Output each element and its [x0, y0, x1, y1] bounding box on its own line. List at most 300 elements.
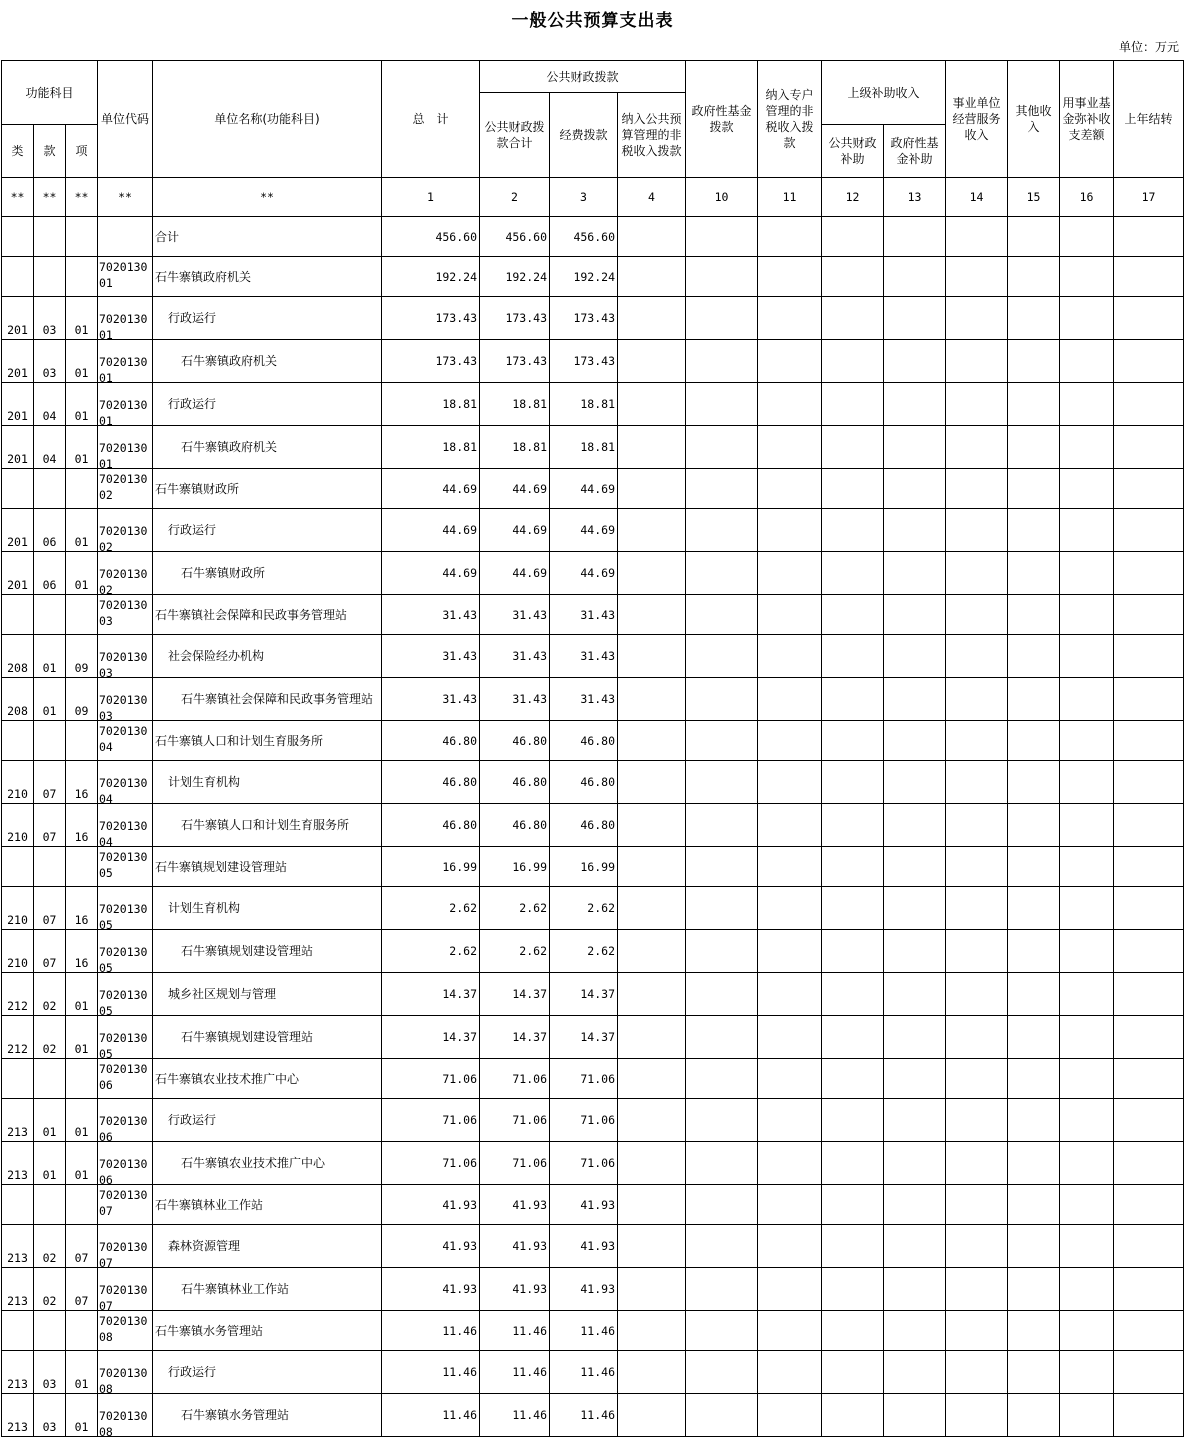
unit-name-cell: 石牛寨镇水务管理站: [153, 1311, 382, 1351]
public-fiscal-sum-cell: 44.69: [480, 509, 550, 552]
header-funds: 经费拨款: [550, 93, 618, 178]
cat-cell: [2, 257, 34, 297]
unit-name-cell: 石牛寨镇财政所: [153, 552, 382, 595]
unit-name-cell: 石牛寨镇规划建设管理站: [153, 1016, 382, 1059]
cat-cell: 213: [2, 1142, 34, 1185]
funds-cell: 11.46: [550, 1394, 618, 1437]
unit-name-cell: 行政运行: [153, 509, 382, 552]
empty-cell: [822, 217, 884, 257]
empty-cell: [1060, 973, 1114, 1016]
kuan-cell: 07: [34, 761, 66, 804]
empty-cell: [1060, 678, 1114, 721]
index-cell: **: [153, 178, 382, 217]
total-cell: 31.43: [382, 635, 480, 678]
total-cell: 41.93: [382, 1225, 480, 1268]
funds-cell: 46.80: [550, 804, 618, 847]
budget-table: [1, 60, 1184, 1437]
empty-cell: [884, 635, 946, 678]
unit-code: 702013006: [99, 1114, 148, 1141]
empty-cell: [884, 1185, 946, 1225]
empty-cell: [946, 469, 1008, 509]
xiang-cell: 09: [66, 678, 98, 721]
empty-cell: [758, 426, 822, 469]
empty-cell: [884, 217, 946, 257]
empty-cell: [884, 1351, 946, 1394]
kuan-cell: 04: [34, 383, 66, 426]
kuan-cell: 06: [34, 552, 66, 595]
empty-cell: [884, 1268, 946, 1311]
empty-cell: [884, 1059, 946, 1099]
header-sup-public: 公共财政补助: [822, 125, 884, 178]
empty-cell: [822, 1268, 884, 1311]
unit-code: 702013007: [99, 1283, 148, 1310]
unit-code-cell: [98, 1016, 153, 1059]
empty-cell: [1060, 1311, 1114, 1351]
empty-cell: [822, 1016, 884, 1059]
total-cell: 41.93: [382, 1268, 480, 1311]
empty-cell: [822, 1059, 884, 1099]
empty-cell: [884, 761, 946, 804]
empty-cell: [758, 509, 822, 552]
empty-cell: [758, 887, 822, 930]
empty-cell: [758, 383, 822, 426]
public-fiscal-sum-cell: 14.37: [480, 973, 550, 1016]
public-fiscal-sum-cell: 31.43: [480, 678, 550, 721]
unit-name-cell: 石牛寨镇人口和计划生育服务所: [153, 721, 382, 761]
empty-cell: [822, 426, 884, 469]
empty-cell: [618, 1142, 686, 1185]
cat-cell: 201: [2, 297, 34, 340]
unit-name-cell: 合计: [153, 217, 382, 257]
empty-cell: [1060, 1059, 1114, 1099]
total-cell: 11.46: [382, 1351, 480, 1394]
xiang-cell: 01: [66, 1142, 98, 1185]
table-row: [2, 761, 1184, 804]
empty-cell: [822, 340, 884, 383]
empty-cell: [1008, 340, 1060, 383]
empty-cell: [686, 635, 758, 678]
unit-name-cell: 行政运行: [153, 1099, 382, 1142]
empty-cell: [1114, 721, 1184, 761]
empty-cell: [618, 973, 686, 1016]
empty-cell: [618, 1185, 686, 1225]
empty-cell: [1060, 761, 1114, 804]
empty-cell: [822, 552, 884, 595]
empty-cell: [1060, 1099, 1114, 1142]
unit-code-cell: [98, 1185, 153, 1225]
empty-cell: [822, 383, 884, 426]
public-fiscal-sum-cell: 46.80: [480, 761, 550, 804]
funds-cell: 11.46: [550, 1311, 618, 1351]
xiang-cell: [66, 469, 98, 509]
empty-cell: [1060, 1016, 1114, 1059]
empty-cell: [758, 595, 822, 635]
funds-cell: 18.81: [550, 426, 618, 469]
empty-cell: [1114, 340, 1184, 383]
unit-code-cell: [98, 469, 153, 509]
cat-cell: 212: [2, 1016, 34, 1059]
xiang-cell: 01: [66, 973, 98, 1016]
empty-cell: [1114, 1351, 1184, 1394]
empty-cell: [686, 721, 758, 761]
kuan-cell: 03: [34, 340, 66, 383]
table-row: [2, 847, 1184, 887]
empty-cell: [1060, 383, 1114, 426]
empty-cell: [1008, 1311, 1060, 1351]
unit-code: 702013005: [99, 945, 148, 972]
header-total: 总 计: [382, 61, 480, 178]
empty-cell: [686, 469, 758, 509]
unit-code-cell: [98, 1059, 153, 1099]
empty-cell: [1060, 257, 1114, 297]
empty-cell: [618, 721, 686, 761]
kuan-cell: [34, 257, 66, 297]
unit-code-cell: [98, 930, 153, 973]
empty-cell: [758, 1142, 822, 1185]
empty-cell: [1114, 383, 1184, 426]
empty-cell: [884, 678, 946, 721]
empty-cell: [758, 1268, 822, 1311]
empty-cell: [1008, 552, 1060, 595]
funds-cell: 44.69: [550, 509, 618, 552]
empty-cell: [686, 1351, 758, 1394]
empty-cell: [686, 1394, 758, 1437]
xiang-cell: 07: [66, 1268, 98, 1311]
empty-cell: [758, 257, 822, 297]
cat-cell: [2, 721, 34, 761]
empty-cell: [822, 1311, 884, 1351]
empty-cell: [946, 721, 1008, 761]
empty-cell: [1060, 340, 1114, 383]
empty-cell: [822, 635, 884, 678]
empty-cell: [1008, 1394, 1060, 1437]
funds-cell: 18.81: [550, 383, 618, 426]
empty-cell: [618, 509, 686, 552]
empty-cell: [1008, 1142, 1060, 1185]
unit-code: 702013001: [99, 260, 148, 290]
empty-cell: [1060, 1185, 1114, 1225]
index-row: [2, 178, 1184, 217]
empty-cell: [884, 595, 946, 635]
empty-cell: [758, 1185, 822, 1225]
unit-code-cell: [98, 552, 153, 595]
kuan-cell: 03: [34, 1351, 66, 1394]
empty-cell: [1008, 1225, 1060, 1268]
empty-cell: [1114, 678, 1184, 721]
funds-cell: 44.69: [550, 469, 618, 509]
total-cell: 44.69: [382, 552, 480, 595]
table-row: [2, 426, 1184, 469]
public-fiscal-sum-cell: 71.06: [480, 1142, 550, 1185]
index-cell: **: [98, 178, 153, 217]
kuan-cell: 07: [34, 887, 66, 930]
cat-cell: [2, 1059, 34, 1099]
xiang-cell: 01: [66, 426, 98, 469]
empty-cell: [758, 804, 822, 847]
empty-cell: [946, 973, 1008, 1016]
kuan-cell: 02: [34, 973, 66, 1016]
empty-cell: [884, 509, 946, 552]
empty-cell: [1060, 887, 1114, 930]
empty-cell: [618, 426, 686, 469]
funds-cell: 11.46: [550, 1351, 618, 1394]
empty-cell: [822, 973, 884, 1016]
unit-name-cell: 石牛寨镇规划建设管理站: [153, 930, 382, 973]
total-cell: 192.24: [382, 257, 480, 297]
unit-name-cell: 石牛寨镇政府机关: [153, 257, 382, 297]
empty-cell: [686, 1311, 758, 1351]
public-fiscal-sum-cell: 41.93: [480, 1225, 550, 1268]
empty-cell: [946, 426, 1008, 469]
total-cell: 46.80: [382, 761, 480, 804]
unit-name-cell: 石牛寨镇农业技术推广中心: [153, 1142, 382, 1185]
public-fiscal-sum-cell: 71.06: [480, 1059, 550, 1099]
kuan-cell: 01: [34, 1099, 66, 1142]
empty-cell: [946, 217, 1008, 257]
table-row: [2, 297, 1184, 340]
empty-cell: [758, 930, 822, 973]
empty-cell: [822, 1394, 884, 1437]
table-row: [2, 1268, 1184, 1311]
empty-cell: [884, 930, 946, 973]
unit-name-cell: 森林资源管理: [153, 1225, 382, 1268]
empty-cell: [946, 297, 1008, 340]
index-cell: 2: [480, 178, 550, 217]
funds-cell: 44.69: [550, 552, 618, 595]
public-fiscal-sum-cell: 71.06: [480, 1099, 550, 1142]
public-fiscal-sum-cell: 31.43: [480, 595, 550, 635]
empty-cell: [946, 1351, 1008, 1394]
funds-cell: 71.06: [550, 1099, 618, 1142]
empty-cell: [618, 1268, 686, 1311]
empty-cell: [1060, 552, 1114, 595]
empty-cell: [884, 383, 946, 426]
unit-name-cell: 石牛寨镇农业技术推广中心: [153, 1059, 382, 1099]
unit-code-cell: [98, 297, 153, 340]
cat-cell: 213: [2, 1268, 34, 1311]
empty-cell: [686, 930, 758, 973]
xiang-cell: 16: [66, 804, 98, 847]
index-cell: 3: [550, 178, 618, 217]
unit-code-cell: [98, 1311, 153, 1351]
empty-cell: [758, 1311, 822, 1351]
empty-cell: [822, 297, 884, 340]
unit-name-cell: 石牛寨镇水务管理站: [153, 1394, 382, 1437]
empty-cell: [1060, 930, 1114, 973]
funds-cell: 14.37: [550, 973, 618, 1016]
empty-cell: [1114, 804, 1184, 847]
empty-cell: [1008, 847, 1060, 887]
table-row: [2, 1311, 1184, 1351]
unit-code: 702013001: [99, 398, 148, 425]
header-gov-fund: 政府性基金拨款: [686, 61, 758, 178]
unit-code: 702013002: [99, 567, 148, 594]
xiang-cell: 01: [66, 1351, 98, 1394]
empty-cell: [1060, 1268, 1114, 1311]
empty-cell: [618, 1311, 686, 1351]
empty-cell: [884, 887, 946, 930]
empty-cell: [1114, 217, 1184, 257]
empty-cell: [946, 340, 1008, 383]
empty-cell: [1060, 1351, 1114, 1394]
table-row: [2, 930, 1184, 973]
cat-cell: 208: [2, 635, 34, 678]
empty-cell: [686, 973, 758, 1016]
unit-code-cell: [98, 1099, 153, 1142]
empty-cell: [884, 426, 946, 469]
empty-cell: [1008, 887, 1060, 930]
public-fiscal-sum-cell: 18.81: [480, 383, 550, 426]
funds-cell: 41.93: [550, 1225, 618, 1268]
empty-cell: [686, 297, 758, 340]
empty-cell: [758, 1351, 822, 1394]
empty-cell: [946, 1016, 1008, 1059]
unit-code-cell: [98, 678, 153, 721]
cat-cell: 213: [2, 1099, 34, 1142]
unit-code: 702013005: [99, 1031, 148, 1058]
unit-name-cell: 石牛寨镇林业工作站: [153, 1185, 382, 1225]
empty-cell: [1114, 1394, 1184, 1437]
unit-code: 702013005: [99, 988, 148, 1015]
empty-cell: [946, 1099, 1008, 1142]
table-row: [2, 678, 1184, 721]
empty-cell: [822, 721, 884, 761]
unit-code: 702013001: [99, 312, 148, 339]
unit-code-cell: [98, 973, 153, 1016]
empty-cell: [618, 340, 686, 383]
public-fiscal-sum-cell: 11.46: [480, 1394, 550, 1437]
header-cat: 类: [2, 125, 34, 178]
funds-cell: 31.43: [550, 678, 618, 721]
empty-cell: [1060, 1394, 1114, 1437]
kuan-cell: 07: [34, 804, 66, 847]
unit-code: 702013004: [99, 724, 148, 754]
empty-cell: [1060, 1225, 1114, 1268]
cat-cell: 213: [2, 1351, 34, 1394]
empty-cell: [946, 635, 1008, 678]
unit-code-cell: [98, 887, 153, 930]
empty-cell: [686, 847, 758, 887]
header-biz-income: 事业单位经营服务收入: [946, 61, 1008, 178]
header-superior: 上级补助收入: [822, 61, 946, 125]
empty-cell: [946, 1225, 1008, 1268]
empty-cell: [1060, 1142, 1114, 1185]
empty-cell: [884, 1225, 946, 1268]
empty-cell: [946, 1268, 1008, 1311]
empty-cell: [1114, 1311, 1184, 1351]
index-cell: **: [66, 178, 98, 217]
cat-cell: 201: [2, 552, 34, 595]
empty-cell: [758, 217, 822, 257]
empty-cell: [1060, 217, 1114, 257]
empty-cell: [686, 595, 758, 635]
xiang-cell: 16: [66, 930, 98, 973]
empty-cell: [618, 217, 686, 257]
empty-cell: [1060, 426, 1114, 469]
empty-cell: [884, 297, 946, 340]
unit-code: 702013001: [99, 441, 148, 468]
empty-cell: [946, 383, 1008, 426]
empty-cell: [1008, 426, 1060, 469]
empty-cell: [1114, 1268, 1184, 1311]
kuan-cell: 04: [34, 426, 66, 469]
xiang-cell: 01: [66, 383, 98, 426]
index-cell: 1: [382, 178, 480, 217]
empty-cell: [618, 469, 686, 509]
unit-code: 702013008: [99, 1366, 148, 1393]
empty-cell: [946, 552, 1008, 595]
total-cell: 44.69: [382, 509, 480, 552]
empty-cell: [1060, 595, 1114, 635]
empty-cell: [1008, 721, 1060, 761]
empty-cell: [1114, 509, 1184, 552]
empty-cell: [884, 721, 946, 761]
public-fiscal-sum-cell: 173.43: [480, 297, 550, 340]
empty-cell: [1008, 635, 1060, 678]
table-row: [2, 1225, 1184, 1268]
xiang-cell: 01: [66, 552, 98, 595]
empty-cell: [946, 847, 1008, 887]
empty-cell: [1008, 1059, 1060, 1099]
empty-cell: [1008, 257, 1060, 297]
unit-name-cell: 石牛寨镇社会保障和民政事务管理站: [153, 595, 382, 635]
empty-cell: [1114, 973, 1184, 1016]
funds-cell: 16.99: [550, 847, 618, 887]
cat-cell: [2, 1185, 34, 1225]
empty-cell: [758, 973, 822, 1016]
empty-cell: [946, 761, 1008, 804]
xiang-cell: 01: [66, 340, 98, 383]
kuan-cell: 07: [34, 930, 66, 973]
empty-cell: [1008, 383, 1060, 426]
funds-cell: 41.93: [550, 1268, 618, 1311]
empty-cell: [758, 297, 822, 340]
table-body: [2, 217, 1184, 1437]
empty-cell: [822, 678, 884, 721]
unit-code: 702013005: [99, 902, 148, 929]
empty-cell: [1114, 297, 1184, 340]
empty-cell: [946, 804, 1008, 847]
header-special-nontax: 纳入专户管理的非税收入拨款: [758, 61, 822, 178]
empty-cell: [686, 1142, 758, 1185]
empty-cell: [618, 1099, 686, 1142]
funds-cell: 192.24: [550, 257, 618, 297]
unit-code: 702013004: [99, 776, 148, 803]
empty-cell: [884, 1142, 946, 1185]
unit-code-cell: [98, 217, 153, 257]
public-fiscal-sum-cell: 11.46: [480, 1311, 550, 1351]
empty-cell: [1060, 509, 1114, 552]
empty-cell: [686, 1268, 758, 1311]
empty-cell: [1008, 297, 1060, 340]
empty-cell: [1114, 930, 1184, 973]
empty-cell: [946, 1059, 1008, 1099]
empty-cell: [946, 595, 1008, 635]
table-row: [2, 383, 1184, 426]
funds-cell: 173.43: [550, 297, 618, 340]
funds-cell: 31.43: [550, 595, 618, 635]
cat-cell: 213: [2, 1394, 34, 1437]
table-row: [2, 973, 1184, 1016]
empty-cell: [686, 257, 758, 297]
xiang-cell: 07: [66, 1225, 98, 1268]
unit-name-cell: 计划生育机构: [153, 887, 382, 930]
empty-cell: [946, 1185, 1008, 1225]
kuan-cell: 01: [34, 1142, 66, 1185]
index-cell: 14: [946, 178, 1008, 217]
header-sup-gov: 政府性基金补助: [884, 125, 946, 178]
kuan-cell: 01: [34, 635, 66, 678]
